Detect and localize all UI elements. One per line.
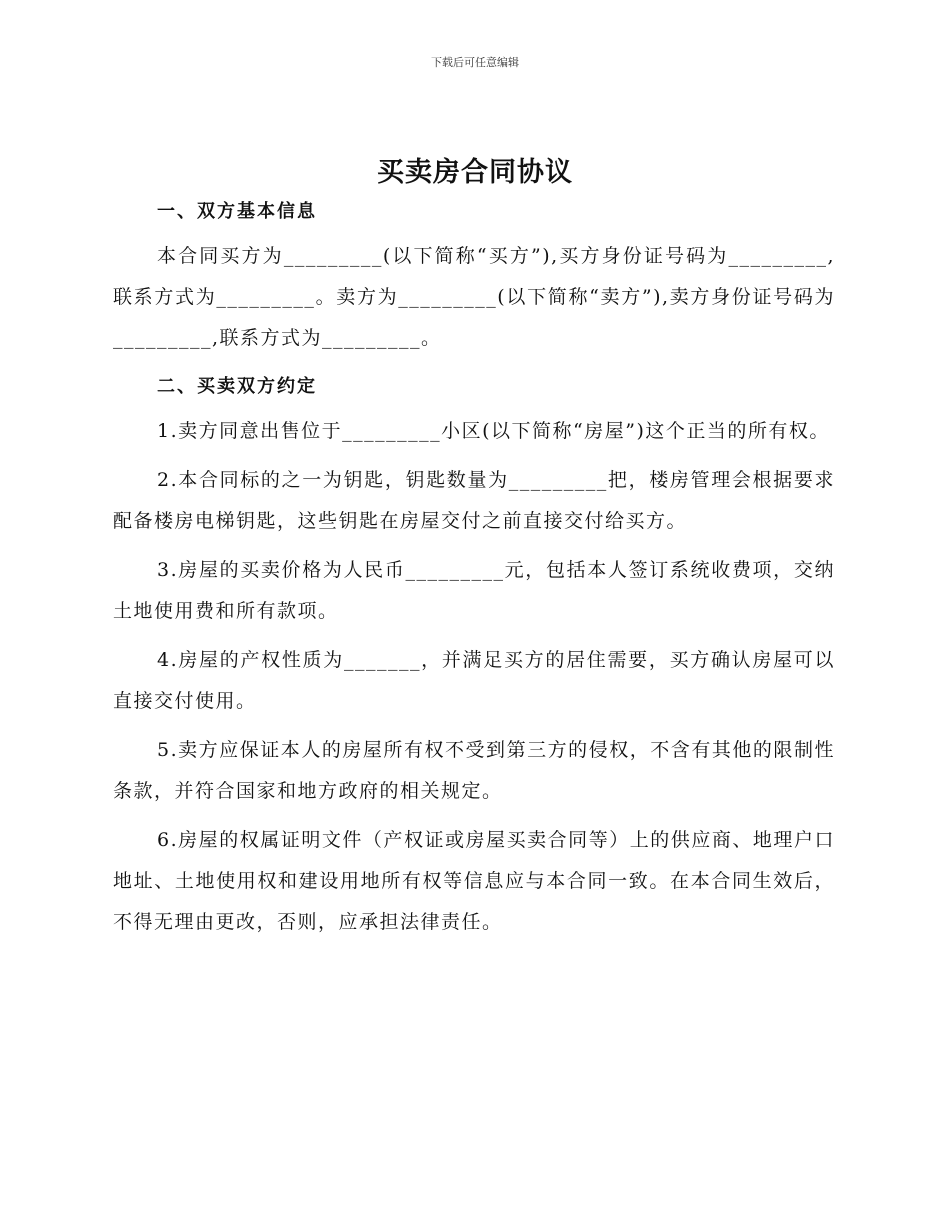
clause-4: 4.房屋的产权性质为_______，并满足买方的居住需要，买方确认房屋可以直接交付使用。 bbox=[113, 649, 835, 712]
clause-6: 6.房屋的权属证明文件（产权证或房屋买卖合同等）上的供应商、地理户口地址、土地使用权和建设用地所有权等信息应与本合同一致。在本合同生效后，不得无理由更改，否则，应承担法律责任。 bbox=[113, 829, 835, 933]
header-note: 下载后可任意编辑 bbox=[431, 56, 519, 69]
section-heading: 一、双方基本信息 bbox=[157, 201, 317, 222]
clause-3: 3.房屋的买卖价格为人民币_________元，包括本人签订系统收费项，交纳土地使用费和所有款项。 bbox=[113, 559, 835, 622]
document-body bbox=[113, 196, 835, 943]
clause-2: 2.本合同标的之一为钥匙，钥匙数量为_________把，楼房管理会根据要求配备楼房电梯钥匙，这些钥匙在房屋交付之前直接交付给买方。 bbox=[113, 469, 835, 532]
document-title: 买卖房合同协议 bbox=[377, 157, 573, 188]
paragraph-party-info: 本合同买方为_________(以下简称“买方”),买方身份证号码为_________,联系方式为_________。卖方为_________(以下简称“卖方”),卖方身份证号码为_________,联系方式为_________。 bbox=[113, 245, 835, 349]
section-agreement bbox=[113, 371, 835, 943]
section-basic-info bbox=[113, 196, 835, 359]
clause-1: 1.卖方同意出售位于_________小区(以下简称“房屋”)这个正当的所有权。 bbox=[157, 420, 830, 442]
clause-5: 5.卖方应保证本人的房屋所有权不受到第三方的侵权，不含有其他的限制性条款，并符合国家和地方政府的相关规定。 bbox=[113, 739, 835, 802]
section-heading: 二、买卖双方约定 bbox=[157, 376, 317, 397]
